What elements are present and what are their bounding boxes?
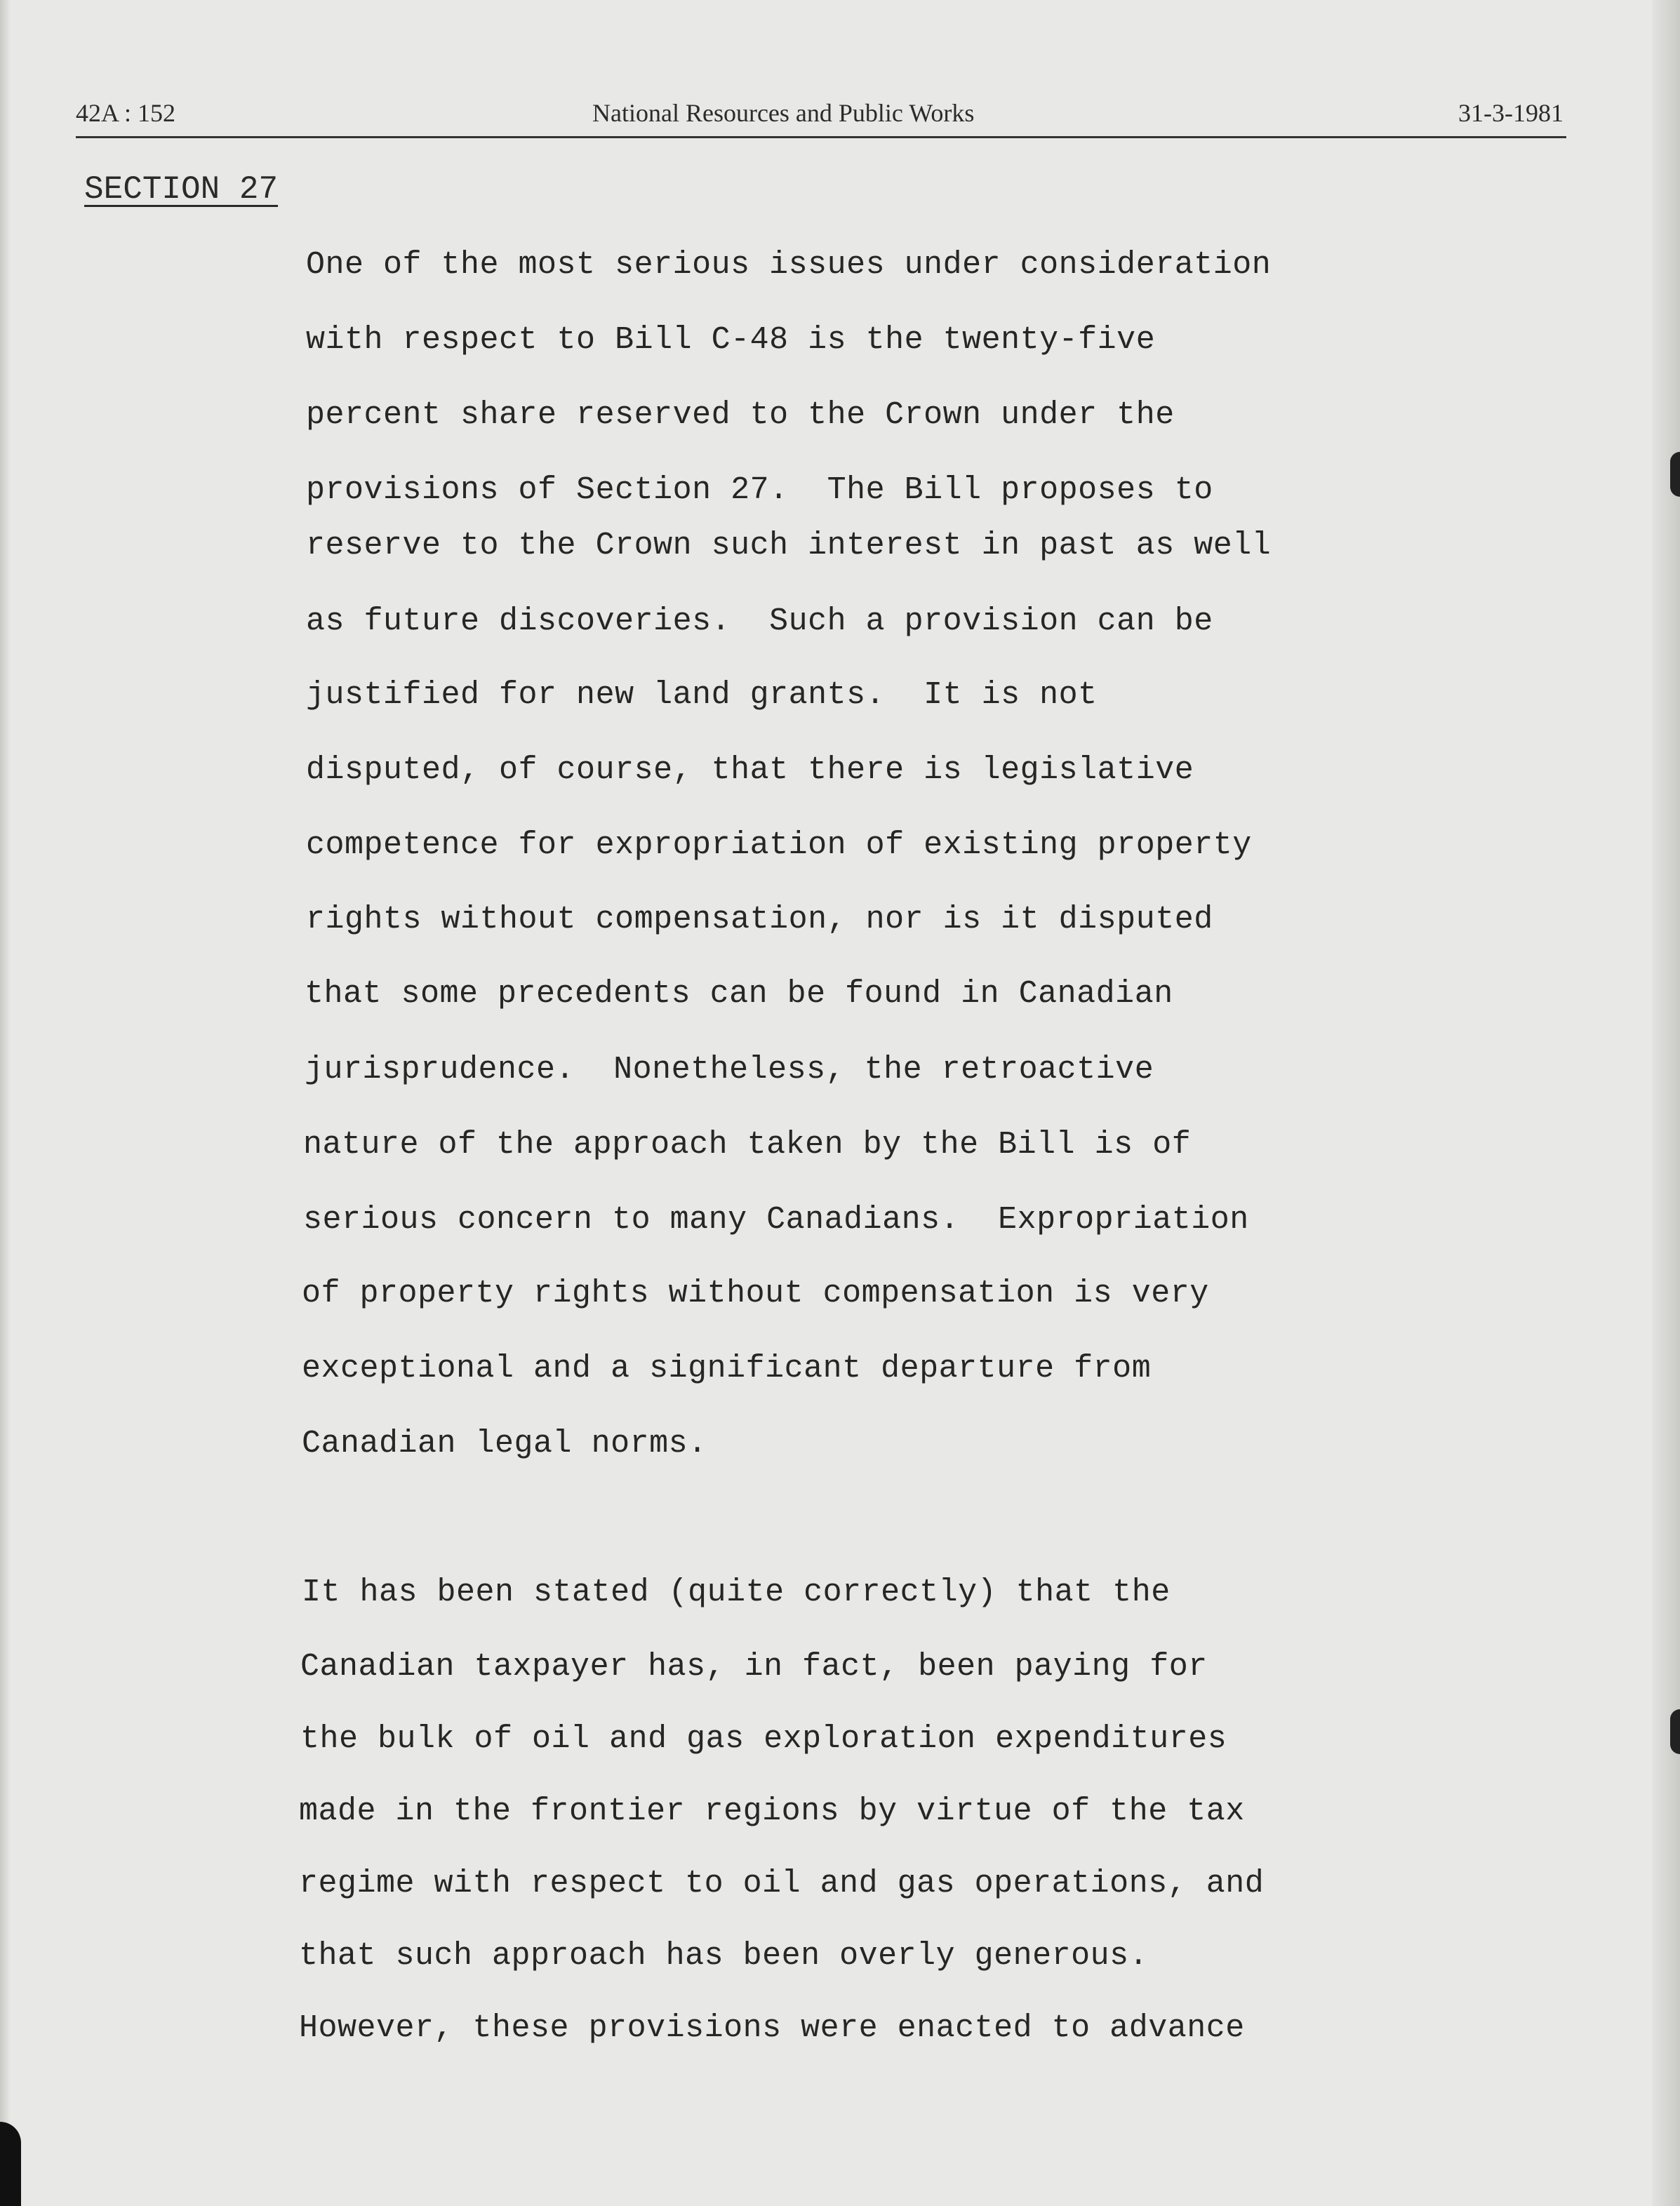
text-line: One of the most serious issues under consideration (306, 247, 1272, 283)
page-right-edge-shadow (1652, 0, 1680, 2206)
text-line: regime with respect to oil and gas operations, and (299, 1866, 1265, 1901)
page-number: 42A : 152 (76, 99, 176, 127)
text-line: Canadian legal norms. (302, 1426, 707, 1462)
text-line: provisions of Section 27. The Bill proposes to (306, 472, 1213, 508)
text-line: competence for expropriation of existing property (306, 827, 1252, 863)
running-header (76, 95, 1566, 138)
text-line: rights without compensation, nor is it disputed (306, 902, 1213, 937)
text-line: of property rights without compensation is very (302, 1276, 1209, 1311)
page-corner-shadow (0, 2122, 21, 2206)
text-line: exceptional and a significant departure from (302, 1351, 1152, 1386)
text-line: reserve to the Crown such interest in past as well (306, 528, 1272, 563)
text-line: that such approach has been overly generous. (299, 1938, 1149, 1974)
text-line: that some precedents can be found in Canadian (305, 976, 1173, 1012)
page-left-edge-shadow (0, 0, 10, 2206)
text-line: justified for new land grants. It is not (306, 677, 1098, 713)
text-line: as future discoveries. Such a provision can be (306, 603, 1213, 639)
text-line: with respect to Bill C-48 is the twenty-five (306, 322, 1156, 358)
text-line: jurisprudence. Nonetheless, the retroactive (305, 1052, 1154, 1088)
text-line: serious concern to many Canadians. Expropriation (303, 1202, 1249, 1238)
binder-hole-mark (1670, 1709, 1680, 1754)
text-line: made in the frontier regions by virtue of the tax (299, 1793, 1245, 1829)
text-line: However, these provisions were enacted to advance (299, 2010, 1245, 2046)
text-line: percent share reserved to the Crown under the (306, 397, 1175, 433)
text-line: It has been stated (quite correctly) that the (302, 1575, 1171, 1610)
text-line: nature of the approach taken by the Bill is of (303, 1127, 1192, 1163)
text-line: disputed, of course, that there is legislative (306, 752, 1194, 788)
text-line: Canadian taxpayer has, in fact, been paying for (300, 1649, 1208, 1685)
header-date: 31-3-1981 (1458, 99, 1564, 127)
text-line: the bulk of oil and gas exploration expenditures (300, 1721, 1227, 1757)
section-title: SECTION 27 (84, 171, 279, 208)
header-title: National Resources and Public Works (592, 99, 975, 127)
binder-hole-mark (1670, 452, 1680, 497)
